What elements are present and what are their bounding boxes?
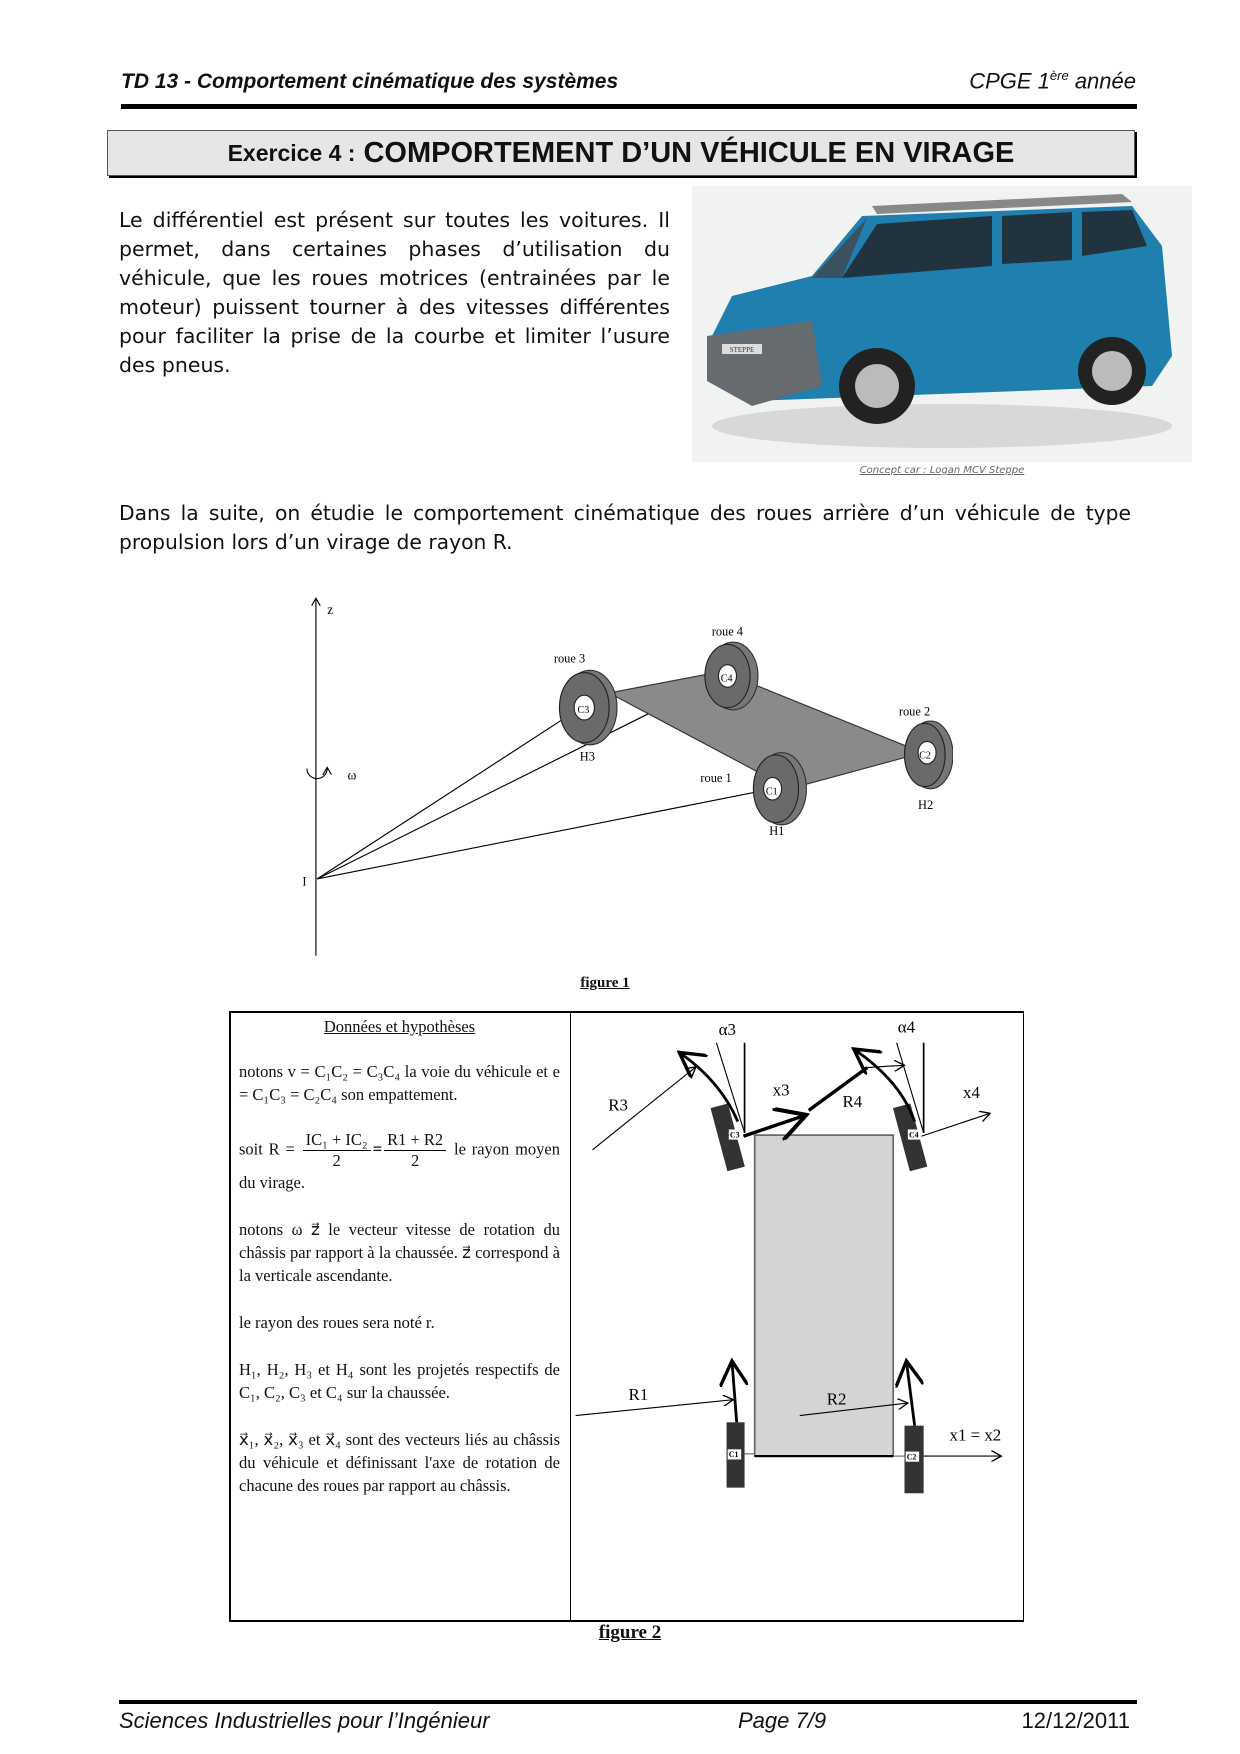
wheel-1	[753, 753, 806, 825]
rear-rim	[1092, 351, 1132, 391]
footer-date: 12/12/2011	[1021, 1708, 1130, 1733]
r3-label: R3	[608, 1095, 628, 1115]
study-paragraph: Dans la suite, on étudie le comportement cinématique des roues arrière d’un véhicule de type propulsion lors d’un virage de rayon R.	[119, 501, 1131, 554]
r1-arrow	[576, 1400, 733, 1416]
header-rule	[121, 104, 1137, 109]
exercise-title: COMPORTEMENT D’UN VÉHICULE EN VIRAGE	[363, 136, 1015, 169]
c4-label: C4	[908, 1130, 919, 1140]
c2-label: C2	[919, 750, 932, 762]
intro-paragraph: Le différentiel est présent sur toutes les voitures. Il permet, dans certaines phases d’utilisation du véhicule, que les roues motrices (entrainées par le moteur) puissent tourner à des vitesses différentes pour faciliter la prise de la courbe et limiter l’usure des pneus.	[119, 208, 670, 377]
fraction-ic-den: 2	[332, 1151, 341, 1170]
c1-label: C1	[765, 786, 778, 798]
axis-vectors-text: x⃗₁, x⃗₂, x⃗₃ et x⃗₄ sont des vecteurs liés au châssis du véhicule et définissant l'axe de rotation de chacune des roues par rapport au châssis.	[239, 1430, 560, 1495]
x3-vector	[743, 1116, 803, 1136]
roue-2-label: roue 2	[898, 704, 931, 719]
front-rim	[855, 364, 899, 408]
hypotheses-heading: Données et hypothèses	[323, 1017, 476, 1036]
rotation-arrow-icon	[307, 768, 327, 778]
car-caption: Concept car : Logan MCV Steppe	[859, 465, 1025, 476]
figure-1-caption: figure 1	[580, 975, 630, 991]
x3-label: x3	[772, 1080, 790, 1100]
formula-tail: le rayon moyen du virage.	[239, 1139, 561, 1192]
origin-label: I	[302, 874, 307, 889]
track-wheelbase-text: notons v = C₁C₂ = C₃C₄ la voie du véhicule et e = C₁C₃ = C₂C₄ son empattement.	[239, 1062, 560, 1104]
rotation-vector-text: notons ω z⃗ le vecteur vitesse de rotation du châssis par rapport à la chaussée. z⃗ correspond à la verticale ascendante.	[239, 1220, 560, 1285]
document-header-class	[969, 68, 1136, 94]
z-axis-label: z	[327, 601, 334, 617]
x12-label: x1 = x2	[949, 1425, 1002, 1445]
footer-page-number: Page 7/9	[738, 1708, 827, 1733]
class-prefix: CPGE 1	[969, 68, 1050, 94]
c3-label: C3	[577, 705, 590, 717]
fraction-ic	[303, 1130, 371, 1171]
c1-label: C1	[728, 1450, 739, 1460]
class-sup: ère	[1049, 68, 1069, 83]
footer-subject: Sciences Industrielles pour l’Ingénieur	[119, 1708, 490, 1733]
projections-text: H₁, H₂, H₃ et H₄ sont les projetés respectifs de C₁, C₂, C₃ et C₄ sur la chaussée.	[239, 1360, 560, 1402]
hypotheses-cell	[231, 1013, 571, 1620]
fraction-r	[384, 1130, 446, 1171]
formula-equals: =	[372, 1139, 383, 1159]
omega-label: ω	[347, 767, 357, 783]
alpha3-label: α3	[718, 1019, 736, 1039]
wheel-radius-text: le rayon des roues sera noté r.	[239, 1313, 435, 1332]
c3-label: C3	[729, 1130, 740, 1140]
r4-label: R4	[842, 1091, 863, 1111]
alpha4-label: α4	[897, 1017, 916, 1037]
exercise-title-box	[107, 130, 1135, 176]
c2-label: C2	[906, 1452, 917, 1462]
x4-label: x4	[963, 1082, 980, 1102]
line-i-c1	[317, 789, 773, 879]
figure-2-diagram	[570, 1011, 1025, 1623]
figure-2-caption: figure 2	[598, 1622, 662, 1643]
mean-radius-text	[239, 1130, 560, 1194]
c4-label: C4	[720, 673, 733, 685]
roue-1-label: roue 1	[700, 771, 732, 785]
h3-label: H3	[579, 749, 595, 764]
exercise-number: Exercice 4 :	[227, 139, 356, 166]
formula-lead: soit R =	[239, 1139, 295, 1159]
car-badge: STEPPE	[729, 346, 755, 354]
fraction-r-den: 2	[411, 1151, 420, 1170]
c1-velocity-arrow	[732, 1364, 737, 1423]
fraction-ic-num: IC₁ + IC₂	[303, 1130, 371, 1151]
r4-arrow	[867, 1065, 903, 1067]
chassis-rect	[755, 1135, 894, 1456]
footer-rule	[119, 1700, 1137, 1704]
car-photo	[692, 186, 1192, 462]
h1-label: H1	[769, 823, 785, 838]
c2-velocity-arrow	[907, 1364, 915, 1426]
r1-label: R1	[628, 1384, 649, 1404]
x4-vector	[921, 1114, 989, 1137]
class-suffix: année	[1068, 68, 1136, 94]
figure-1-diagram	[299, 597, 953, 967]
h2-label: H2	[918, 798, 934, 813]
roue-4-label: roue 4	[711, 624, 744, 639]
r2-label: R2	[826, 1389, 847, 1409]
document-header-title: TD 13 - Comportement cinématique des systèmes	[121, 70, 619, 93]
car-shadow	[712, 404, 1172, 448]
fraction-r-num: R1 + R2	[384, 1130, 446, 1151]
roue-3-label: roue 3	[553, 651, 586, 666]
